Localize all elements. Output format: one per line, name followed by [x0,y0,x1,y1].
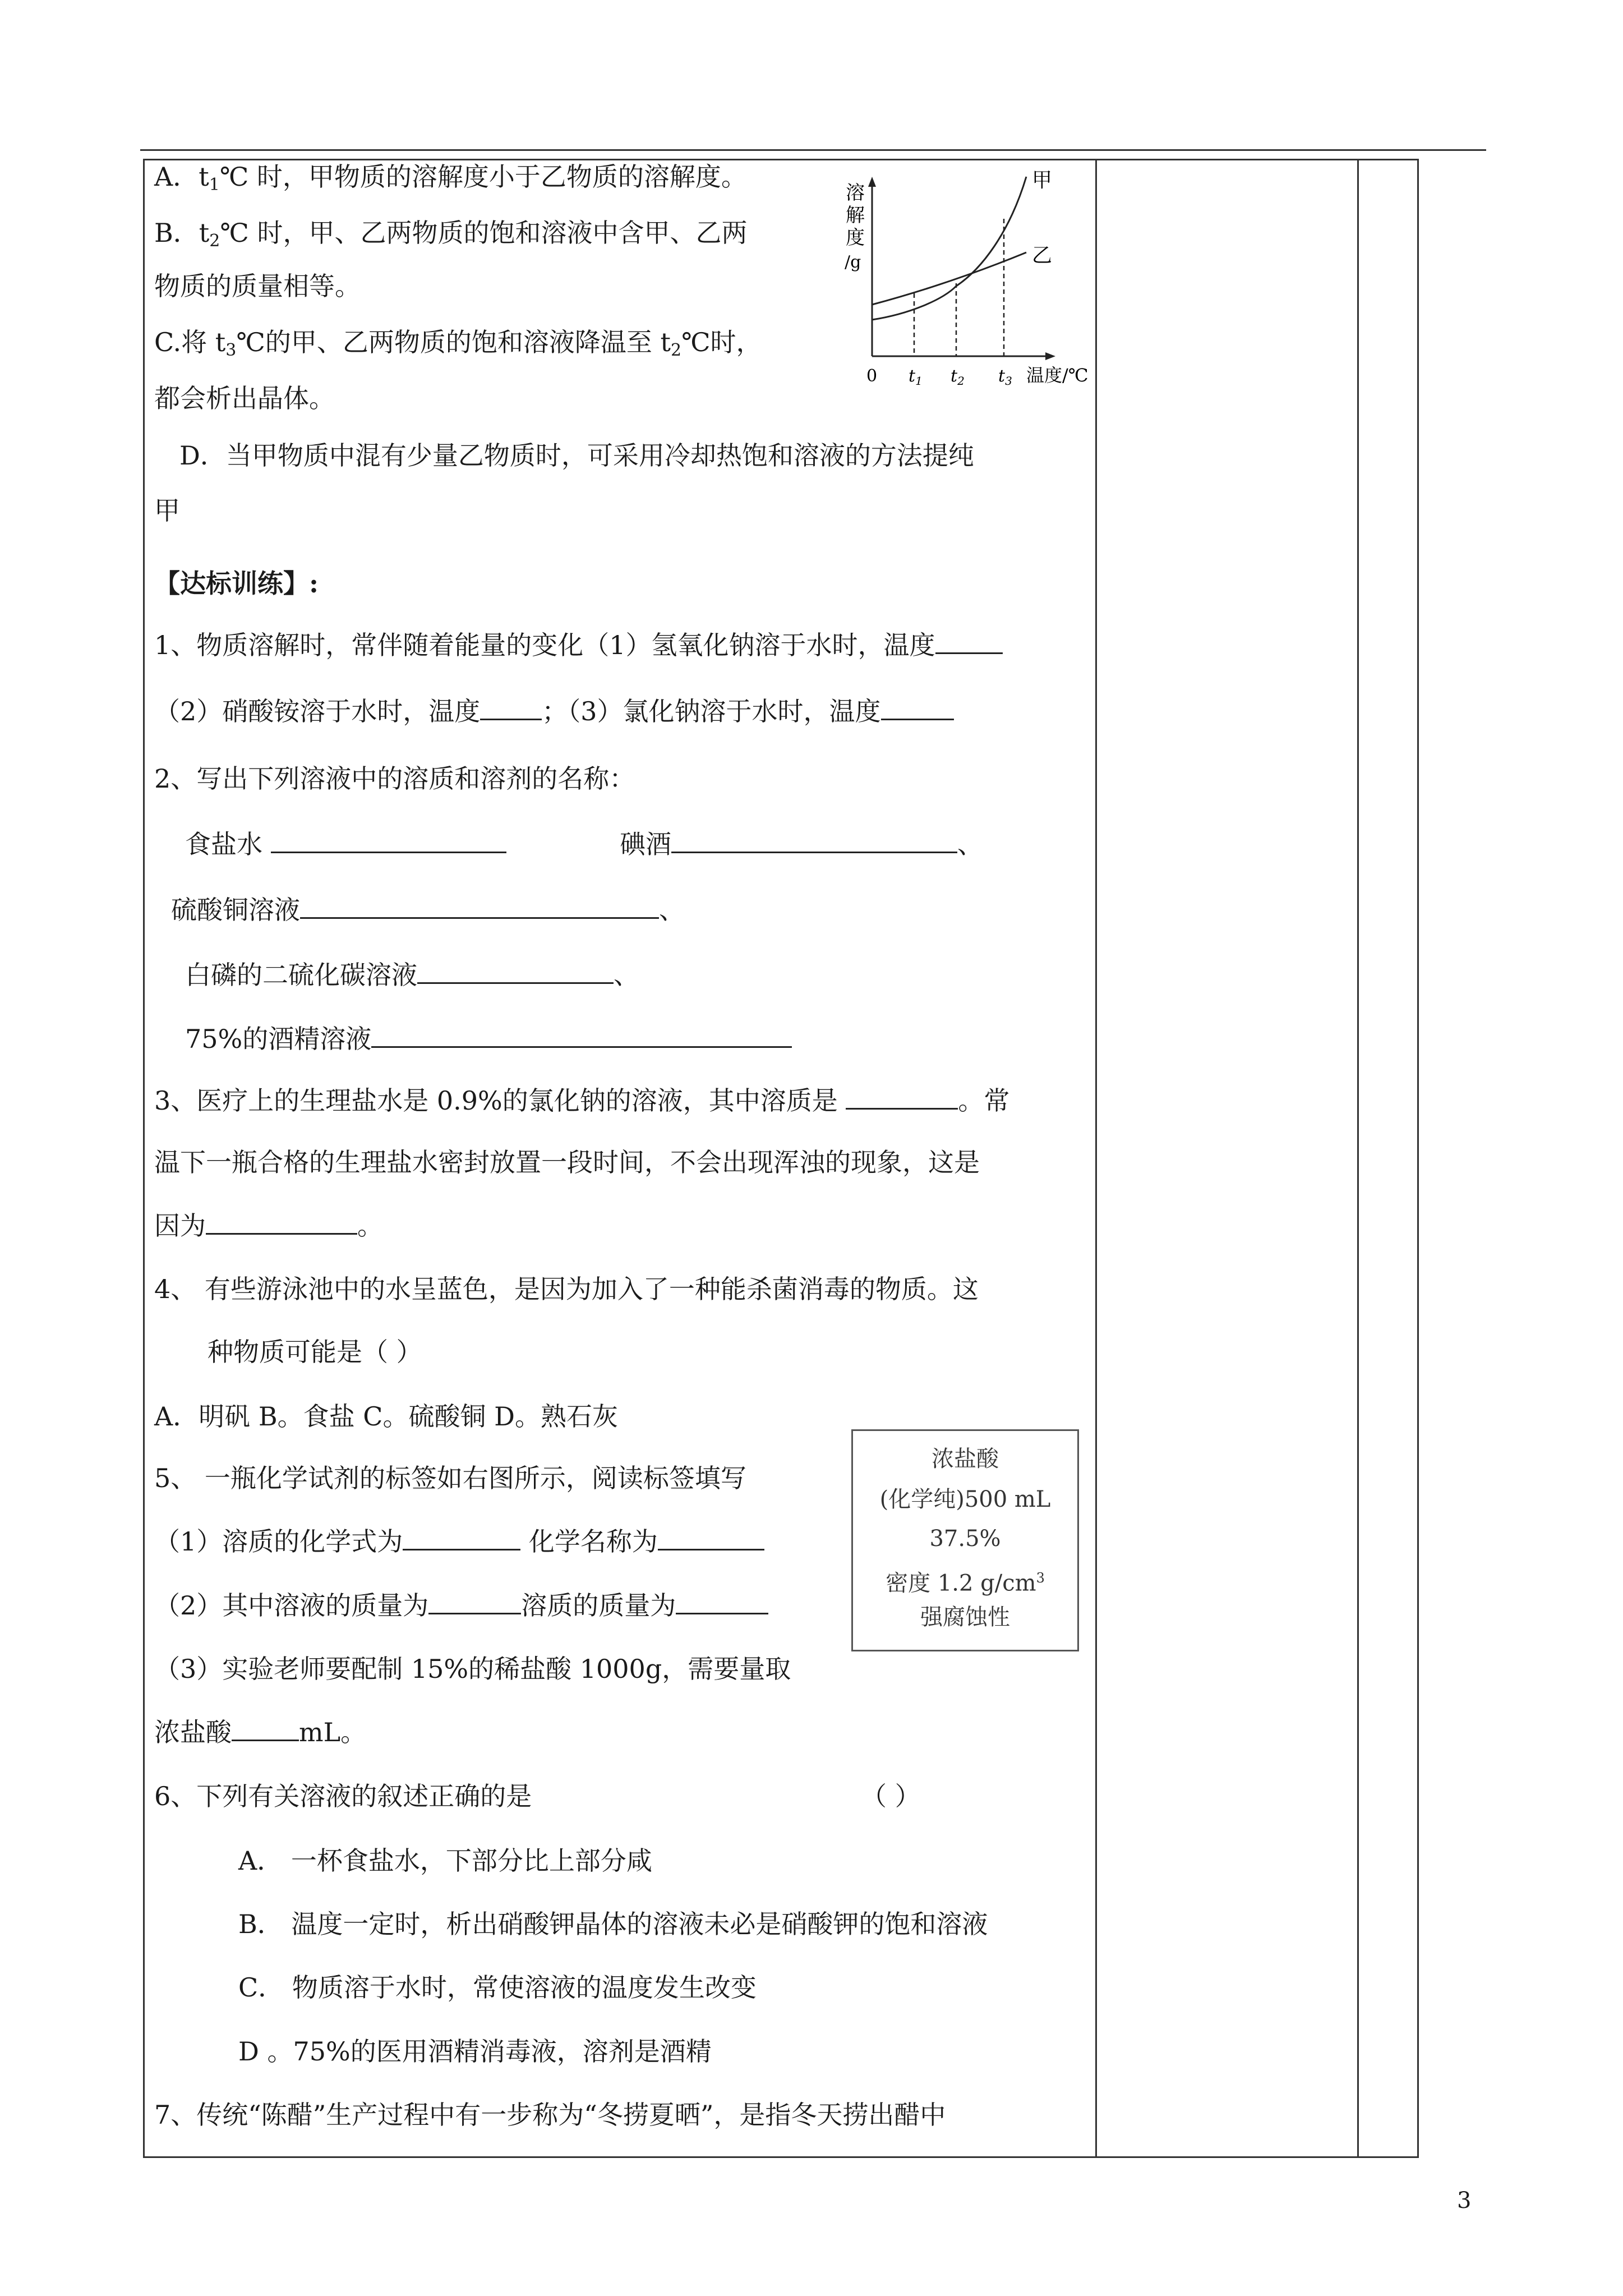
y-axis-label-2: 解 [846,204,865,227]
x-axis-label: 温度/℃ [1026,365,1089,386]
q6-option-b: B． 温度一定时，析出硝酸钾晶体的溶液未必是硝酸钾的饱和溶液 [238,1909,988,1939]
option-d-line2: 甲 [154,495,180,526]
curve-jia-label: 甲 [1032,169,1053,192]
reagent-density: 密度 1.2 $g/cm^3$ [886,1570,1045,1596]
q2-blank-3[interactable] [300,895,659,919]
header-rule [140,149,1486,151]
q6-paren: （ ） [861,1781,921,1811]
q6-option-d: D 。75%的医用酒精消毒液，溶剂是酒精 [238,2036,712,2067]
y-axis-label-3: 度 [846,227,865,249]
tick-t1: $t_1$ [909,366,923,388]
q2-blank-4[interactable] [417,960,614,984]
q5-line1: 5、 一瓶化学试剂的标签如右图所示，阅读标签填写 [154,1463,746,1493]
q5-blank-4[interactable] [676,1590,768,1614]
page-number: 3 [1457,2188,1472,2214]
tick-t3: $t_3$ [998,366,1012,388]
q3-line2: 温下一瓶合格的生理盐水密封放置一段时间，不会出现浑浊的现象，这是 [154,1147,980,1177]
reagent-warning: 强腐蚀性 [920,1604,1010,1630]
reagent-percent: 37.5% [929,1526,1001,1552]
q3-line3: 因为 。 [154,1211,383,1241]
q2-item4: 白磷的二硫化碳溶液 、 [185,960,639,990]
q2-item1: 食盐水 [185,827,506,861]
q2-item5: 75%的酒精溶液 [185,1022,792,1056]
table-divider-1 [1095,159,1097,2158]
y-axis-label-1: 溶 [846,182,865,204]
q1-blank-3[interactable] [881,696,954,720]
q1-blank-1[interactable] [935,630,1003,654]
solubility-graph [841,165,1105,401]
option-c-line1: C.将 $t_3℃$的甲、乙两物质的饱和溶液降温至 $t_2℃$时， [154,327,762,360]
q7-line1: 7、传统“陈醋”生产过程中有一步称为“冬捞夏晒”，是指冬天捞出醋中 [154,2100,946,2130]
q1-line1: 1、物质溶解时，常伴随着能量的变化（1）氢氧化钠溶于水时，温度 [154,628,1003,662]
x-axis-arrow [1045,352,1055,360]
q5-blank-5[interactable] [232,1717,299,1741]
reagent-label [851,1429,1079,1651]
reagent-volume: (化学纯)500 mL [879,1487,1051,1512]
q5-blank-2[interactable] [658,1526,764,1550]
q5-line5: 浓盐酸 mL。 [154,1717,367,1747]
q2-blank-2[interactable] [671,829,957,853]
table-bottom-border [143,2156,1419,2158]
q5-line3: （2）其中溶液的质量为 溶质的质量为 [154,1589,768,1622]
tick-t2: $t_2$ [951,366,965,388]
q5-line4: （3）实验老师要配制 15%的稀盐酸 1000g，需要量取 [154,1654,791,1684]
q2-line1: 2、写出下列溶液中的溶质和溶剂的名称： [154,763,635,794]
q2-blank-5[interactable] [371,1024,792,1048]
table-left-border [143,159,145,2158]
q2-item3: 硫酸铜溶液 、 [171,895,685,925]
q3-line1: 3、医疗上的生理盐水是 0.9%的氯化钠的溶液，其中溶质是 。常 [154,1085,1010,1116]
option-d-line1: D．当甲物质中混有少量乙物质时，可采用冷却热饱和溶液的方法提纯 [179,440,974,471]
y-axis-label-4: /g [845,252,861,272]
option-b-line2: 物质的质量相等。 [154,271,361,301]
q2-item2: 碘酒 、 [620,829,983,859]
reagent-name: 浓盐酸 [932,1446,999,1472]
q6-line1: 6、下列有关溶液的叙述正确的是 [154,1781,532,1811]
q5-blank-1[interactable] [403,1526,520,1550]
q4-options: A．明矾 B。食盐 C。硫酸铜 D。熟石灰 [154,1401,618,1432]
q4-line2: 种物质可能是（ ） [208,1337,422,1367]
option-c-line2: 都会析出晶体。 [154,383,335,413]
origin-label: 0 [866,366,878,386]
q6-option-a: A． 一杯食盐水，下部分比上部分咸 [238,1846,652,1876]
q5-line2: （1）溶质的化学式为 化学名称为 [154,1525,764,1558]
q1-blank-2[interactable] [480,696,542,720]
q5-blank-3[interactable] [428,1590,521,1614]
q3-blank-2[interactable] [206,1211,357,1235]
q2-blank-1[interactable] [271,829,506,853]
option-a: A．$t_1℃$ 时，甲物质的溶解度小于乙物质的溶解度。 [154,162,747,195]
option-b-line1: B．$t_2℃$ 时，甲、乙两物质的饱和溶液中含甲、乙两 [154,218,748,251]
table-right-border [1417,159,1419,2158]
q4-line1: 4、 有些游泳池中的水呈蓝色，是因为加入了一种能杀菌消毒的物质。这 [154,1274,979,1304]
q6-option-c: C． 物质溶于水时，常使溶液的温度发生改变 [238,1972,757,2003]
q1-line2: （2）硝酸铵溶于水时，温度 ；（3）氯化钠溶于水时，温度 [154,694,954,728]
curve-yi-label: 乙 [1032,244,1053,267]
section-title: 【达标训练】: [154,568,319,599]
table-divider-2 [1357,159,1359,2158]
q3-blank-1[interactable] [846,1085,958,1110]
y-axis-arrow [868,177,876,187]
